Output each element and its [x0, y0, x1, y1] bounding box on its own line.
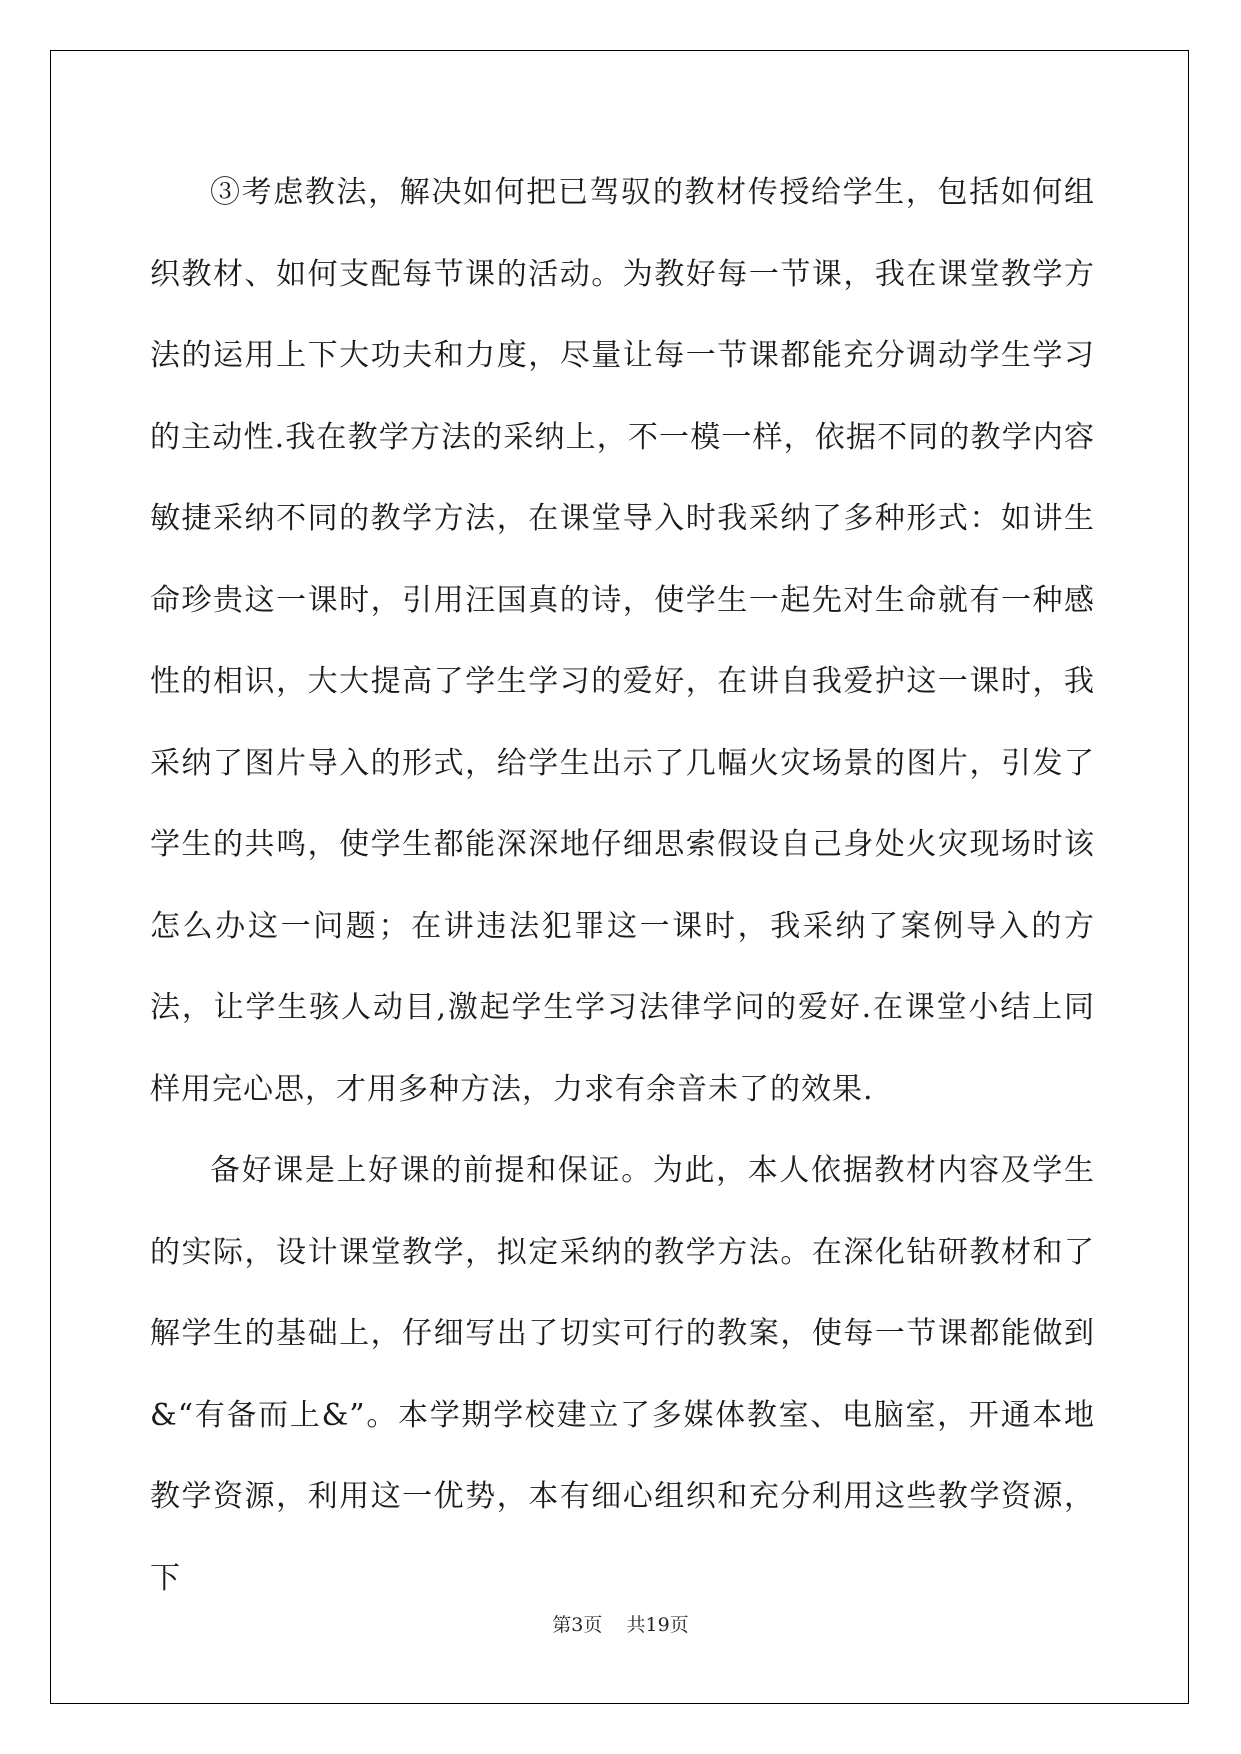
document-body [150, 152, 1095, 1619]
page-number-footer: 第3页 共19页 [552, 1614, 689, 1636]
paragraph-lesson-preparation: 备好课是上好课的前提和保证。为此，本人依据教材内容及学生的实际，设计课堂教学，拟定采纳的教学方法。在深化钻研教材和了解学生的基础上，仔细写出了切实可行的教案，使每一节课都能做到&“有备而上&”。本学期学校建立了多媒体教室、电脑室，开通本地教学资源，利用这一优势，本有细心组织和充分利用这些教学资源，下 [150, 1153, 1095, 1596]
paragraph-teaching-methods: ③考虑教法，解决如何把已驾驭的教材传授给学生，包括如何组织教材、如何支配每节课的活动。为教好每一节课，我在课堂教学方法的运用上下大功夫和力度，尽量让每一节课都能充分调动学生学习的主动性.我在教学方法的采纳上，不一模一样，依据不同的教学内容敏捷采纳不同的教学方法，在课堂导入时我采纳了多种形式：如讲生命珍贵这一课时，引用汪国真的诗，使学生一起先对生命就有一种感性的相识，大大提高了学生学习的爱好，在讲自我爱护这一课时，我采纳了图片导入的形式，给学生出示了几幅火灾场景的图片，引发了学生的共鸣，使学生都能深深地仔细思索假设自己身处火灾现场时该怎么办这一问题；在讲违法犯罪这一课时，我采纳了案例导入的方法，让学生骇人动目,激起学生学习法律学问的爱好.在课堂小结上同样用完心思，才用多种方法，力求有余音未了的效果. [150, 175, 1095, 1107]
